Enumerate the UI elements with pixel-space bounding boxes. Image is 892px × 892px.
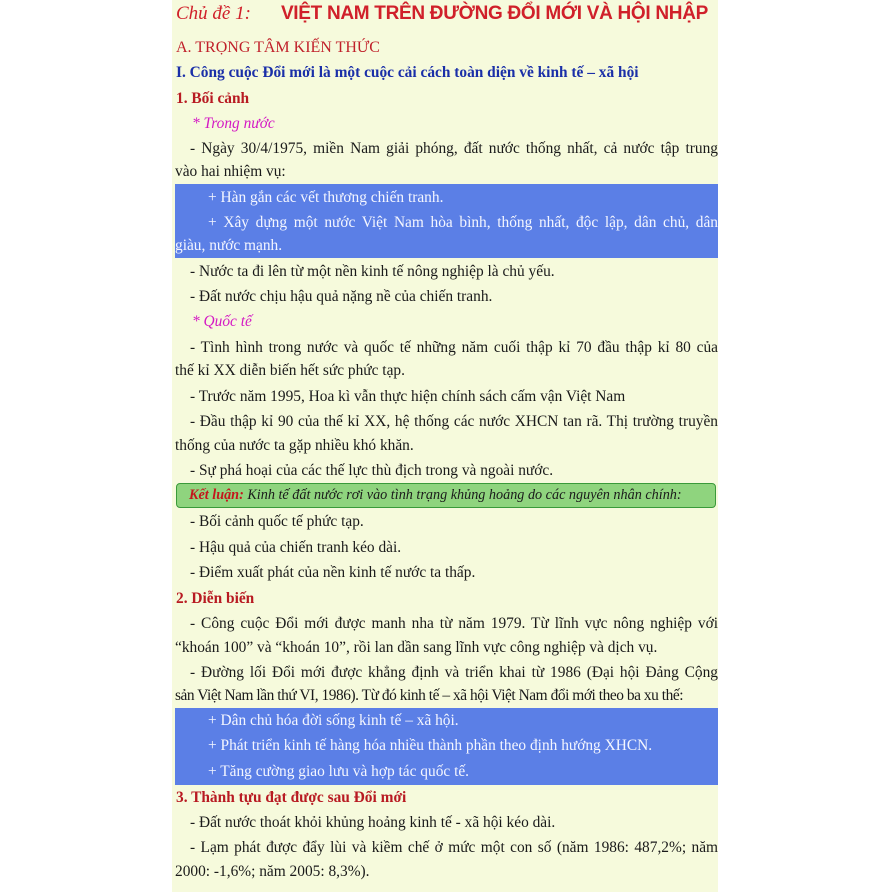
task-item: + Hàn gắn các vết thương chiến tranh. [208, 189, 444, 206]
task-item: + Xây dựng một nước Việt Nam hòa bình, thống nhất, độc lập, dân chủ, dân [208, 214, 718, 231]
paragraph-line: sản Việt Nam lần thứ VI, 1986). Từ đó kinh tế – xã hội Việt Nam đổi mới theo ba xu thế: [175, 687, 684, 704]
subheading-trong-nuoc: * Trong nước [192, 115, 275, 132]
heading-boi-canh: 1. Bối cảnh [176, 90, 250, 107]
section-a-heading: A. TRỌNG TÂM KIẾN THỨC [176, 39, 380, 56]
page-title [176, 3, 716, 33]
paragraph-line: “khoán 100” và “khoán 10”, rồi lan dần sang lĩnh vực công nghiệp và dịch vụ. [175, 639, 658, 656]
paragraph-line: - Lạm phát được đẩy lùi và kiềm chế ở mức một con số (năm 1986: 487,2%; năm [190, 839, 718, 856]
paragraph-line: thống của nước ta gặp nhiều khó khăn. [175, 437, 414, 454]
list-item: - Hậu quả của chiến tranh kéo dài. [190, 539, 402, 556]
trend-item: + Dân chủ hóa đời sống kinh tế – xã hội. [208, 712, 459, 729]
highlight-block-tasks [175, 184, 718, 258]
conclusion-box [176, 483, 716, 508]
task-item-continuation: giàu, nước mạnh. [175, 237, 283, 254]
heading-dien-bien: 2. Diễn biến [176, 590, 255, 607]
topic-title: VIỆT NAM TRÊN ĐƯỜNG ĐỔI MỚI VÀ HỘI NHẬP [280, 3, 708, 24]
heading-thanh-tuu: 3. Thành tựu đạt được sau Đổi mới [176, 789, 407, 806]
paragraph-line: - Ngày 30/4/1975, miền Nam giải phóng, đất nước thống nhất, cả nước tập trung [190, 140, 718, 157]
trend-item: + Tăng cường giao lưu và hợp tác quốc tế. [208, 763, 470, 780]
trend-item: + Phát triển kinh tế hàng hóa nhiều thành phần theo định hướng XHCN. [208, 737, 653, 754]
list-item: - Điểm xuất phát của nền kinh tế nước ta thấp. [190, 564, 476, 581]
section-i-heading: I. Công cuộc Đổi mới là một cuộc cải cách toàn diện về kinh tế – xã hội [176, 64, 639, 81]
paragraph-line: - Công cuộc Đổi mới được manh nha từ năm 1979. Từ lĩnh vực nông nghiệp với [190, 615, 718, 632]
paragraph-line: - Nước ta đi lên từ một nền kinh tế nông nghiệp là chủ yếu. [190, 263, 555, 280]
paragraph-line: - Đầu thập kỉ 90 của thế kỉ XX, hệ thống các nước XHCN tan rã. Thị trường truyền [190, 413, 718, 430]
paragraph-line: - Trước năm 1995, Hoa kì vẫn thực hiện chính sách cấm vận Việt Nam [190, 388, 626, 405]
paragraph-line: thế kỉ XX diễn biến hết sức phức tạp. [175, 362, 405, 379]
highlight-block-trends [175, 708, 718, 785]
conclusion-label: Kết luận: [189, 487, 244, 503]
paragraph-line: - Tình hình trong nước và quốc tế những năm cuối thập kỉ 70 đầu thập kỉ 80 của [190, 339, 718, 356]
list-item: - Bối cảnh quốc tế phức tạp. [190, 513, 364, 530]
paragraph-line: - Sự phá hoại của các thế lực thù địch trong và ngoài nước. [190, 462, 554, 479]
conclusion-text: Kinh tế đất nước rơi vào tình trạng khủng hoảng do các nguyên nhân chính: [243, 487, 682, 503]
paragraph-line: - Đường lối Đổi mới được khẳng định và triển khai từ 1986 (Đại hội Đảng Cộng [190, 664, 718, 681]
paragraph-line: vào hai nhiệm vụ: [175, 163, 286, 180]
document-page [172, 0, 718, 892]
paragraph-line: - Đất nước thoát khỏi khủng hoảng kinh tế - xã hội kéo dài. [190, 814, 556, 831]
topic-label: Chủ đề 1: [176, 3, 251, 24]
paragraph-line: - Đất nước chịu hậu quả nặng nề của chiến tranh. [190, 288, 493, 305]
subheading-quoc-te: * Quốc tế [192, 313, 252, 330]
paragraph-line: 2000: -1,6%; năm 2005: 8,3%). [175, 863, 370, 880]
